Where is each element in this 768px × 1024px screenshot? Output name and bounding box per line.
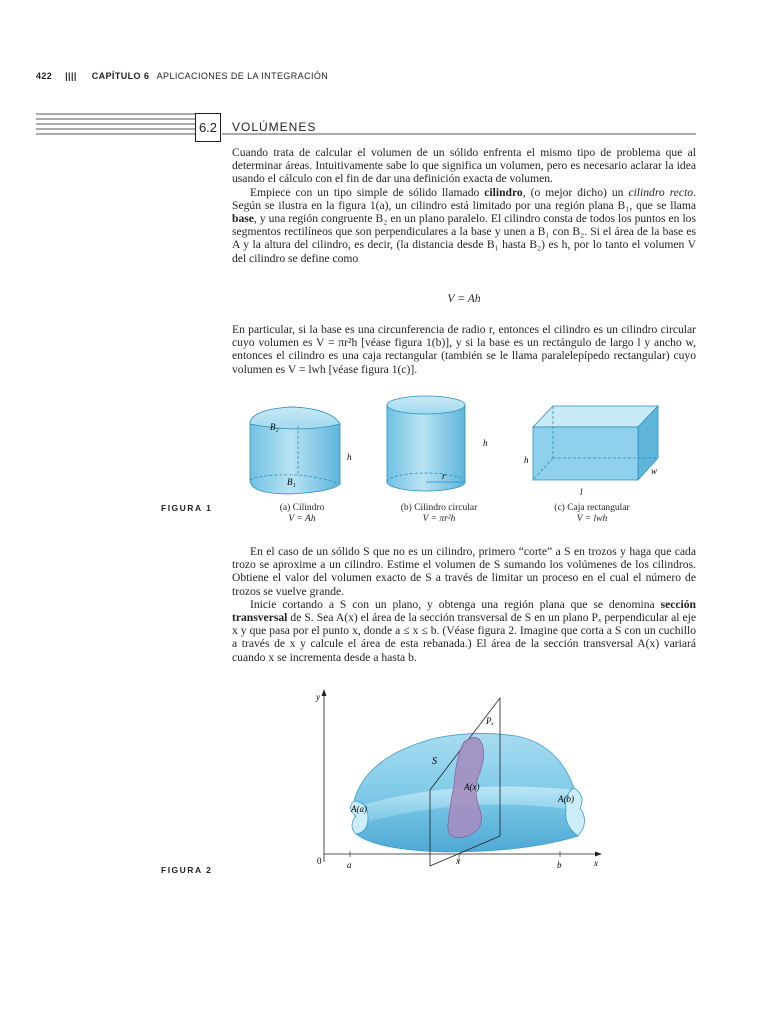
figure-1b-circular-cylinder <box>387 396 488 491</box>
paragraph-2 <box>232 186 696 265</box>
fig1a-caption-text: (a) Cilindro <box>279 503 325 513</box>
p2-text-c: , (o mejor dicho) un <box>522 185 629 199</box>
fig2-label-Px: Pₓ <box>486 716 495 726</box>
figure-1-label: FIGURA 1 <box>161 503 213 513</box>
figure-1c-box <box>524 406 658 497</box>
fig1c-caption <box>540 503 644 525</box>
fig1b-label-height: h <box>483 438 488 448</box>
intro-text <box>232 146 696 265</box>
paragraph-5 <box>232 598 696 664</box>
fig1c-label-height: h <box>524 455 529 465</box>
fig1a-caption <box>262 503 342 525</box>
fig1c-caption-formula: V = lwh <box>576 514 608 524</box>
body-text-2 <box>232 545 696 664</box>
volume-formula: V = Ah <box>447 292 481 305</box>
figure-1a-cylinder <box>250 407 352 494</box>
fig2-label-a: a <box>347 860 352 870</box>
figure-1-graphic <box>240 392 680 502</box>
fig2-label-Aa: A(a) <box>351 804 367 814</box>
fig2-label-y: y <box>316 692 320 702</box>
fig1b-caption-formula: V = πr²h <box>422 514 456 524</box>
figure-2-graphic <box>296 686 616 876</box>
paragraph-1: Cuando trata de calcular el volumen de un sólido enfrenta el mismo tipo de problema que al determinar áreas. Intuitivamente sabe lo que significa un volumen, pero es necesario aclarar la idea usando el cálculo con el fin de dar una definición exacta de volumen. <box>232 146 696 186</box>
fig1a-label-height: h <box>347 452 352 462</box>
paragraph-4: En el caso de un sólido S que no es un cilindro, primero “corte” a S en trozos y haga que cada trozo se aproxime a un cilindro. Estime el volumen de S sumando los volúmenes de los cilindros. Obtiene el valor del volumen exacto de S a través de limitar un proceso en el cual el número de trozos se vuelve grande. <box>232 545 696 598</box>
fig2-label-x: x <box>456 856 460 866</box>
fig2-label-Ax: A(x) <box>464 782 480 792</box>
fig1c-label-length: l <box>580 487 583 497</box>
fig1c-caption-text: (c) Caja rectangular <box>554 503 630 513</box>
fig2-label-origin: 0 <box>317 856 322 866</box>
p5-text-c: de S. Sea A(x) el área de la sección transversal de S en un plano Pₓ perpendicular al eje x y que pasa por el punto x, donde a ≤ x ≤ b. (Véase figura 2. Imagine que corta a S con un cuchillo a través de x y calcule el área de esta rebanada.) El área de la sección transversal A(x) variará cuando x se incrementa desde a hasta b. <box>232 611 696 664</box>
fig1a-label-top: B₂ <box>270 422 279 432</box>
term-cilindro-recto: cilindro recto <box>628 185 694 199</box>
fig2-label-b: b <box>557 860 562 870</box>
fig2-label-S: S <box>432 756 437 767</box>
p2-text-g: , y una región congruente B₂ en un plano paralelo. El cilindro consta de todos los puntos en los segmentos rectilíneos que son perpendiculares a la base y unen a B₁ con B₂. Si el área de la base es A y la altura del cilindro, es decir, (la distancia desde B₁ hasta B₂) es h, por lo tanto el volumen V del cilindro se define como <box>232 212 696 265</box>
section-rule-lines <box>36 113 696 143</box>
p2-text-e: . Según se ilustra en la figura 1(a), un cilindro está limitado por una región plana B₁, que se llama <box>232 185 696 212</box>
header-bars: |||| <box>65 71 77 81</box>
term-seccion-transversal: sección transversal <box>232 597 696 625</box>
term-cilindro: cilindro <box>484 185 523 199</box>
paragraph-3: En particular, si la base es una circunferencia de radio r, entonces el cilindro es un cilindro circular cuyo volumen es V = πr²h [véase figura 1(b)], y si la base es un rectángulo de largo l y ancho w, entonces el cilindro es una caja rectangular (también se le llama paralelepípedo rectangular) cuyo volumen es V = lwh [véase figura 1(c)]. <box>232 323 696 376</box>
fig1c-label-width: w <box>651 466 658 476</box>
fig2-label-Ab: A(b) <box>558 794 574 804</box>
running-header <box>36 71 328 81</box>
fig2-label-x-axis: x <box>594 858 598 868</box>
p2-text-a: Empiece con un tipo simple de sólido llamado <box>250 185 485 199</box>
figure-2-label: FIGURA 2 <box>161 865 213 875</box>
p5-text-a: Inicie cortando a S con un plano, y obtenga una región plana que se denomina <box>250 597 661 611</box>
chapter-label: CAPÍTULO 6 <box>91 71 150 81</box>
section-title: VOLÚMENES <box>232 120 317 134</box>
fig1a-label-bottom: B₁ <box>287 477 296 487</box>
term-base: base <box>232 212 254 226</box>
fig1b-caption-text: (b) Cilindro circular <box>400 503 478 513</box>
section-number: 6.2 <box>195 113 221 142</box>
page-number: 422 <box>36 71 53 81</box>
fig1b-caption <box>386 503 492 525</box>
chapter-title: APLICACIONES DE LA INTEGRACIÓN <box>156 71 329 81</box>
fig1a-caption-formula: V = Ah <box>288 514 316 524</box>
fig1b-label-radius: r <box>442 471 446 481</box>
